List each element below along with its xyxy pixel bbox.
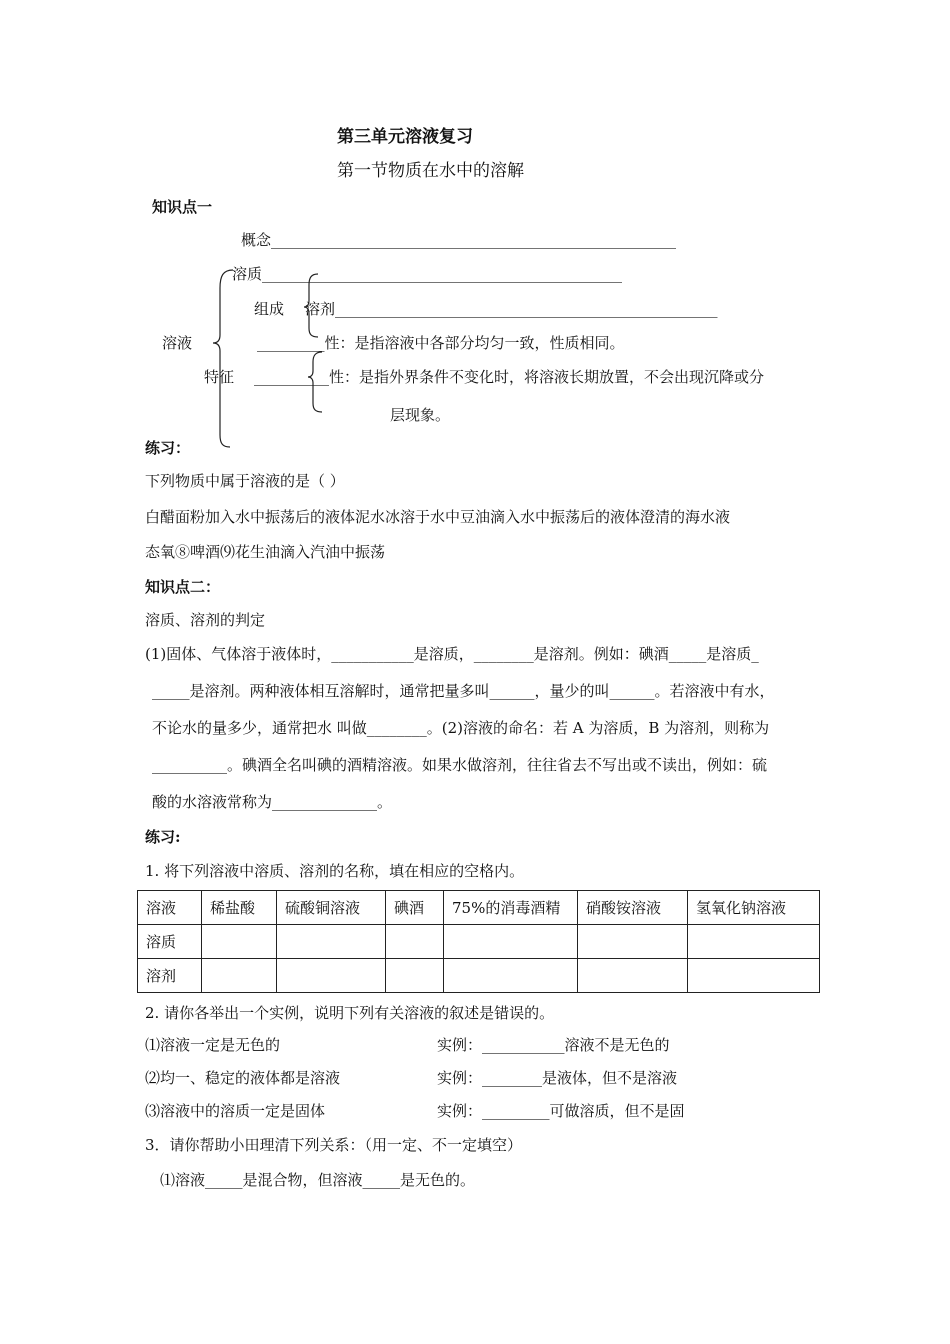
table-header-cell: 溶液 (138, 891, 202, 925)
kp2-paragraph-line3: 不论水的量多少，通常把水 叫做________。(2)溶液的命名：若 A 为溶质，B 为溶剂，则称为 (152, 719, 770, 737)
practice1-heading: 练习： (145, 439, 191, 457)
solute-solvent-table (137, 890, 820, 993)
practice1-options-line2: 态氧⑧啤酒⑼花生油滴入汽油中振荡 (145, 543, 386, 561)
table-header-cell: 氢氧化钠溶液 (688, 891, 820, 925)
solution-label: 溶液 (162, 334, 193, 352)
table-cell-blank[interactable] (578, 925, 688, 959)
characteristic-1: _________性：是指溶液中各部分均匀一致，性质相同。 (257, 334, 625, 352)
table-cell-blank[interactable] (386, 959, 444, 993)
outer-brace (213, 270, 233, 447)
q2-statement-3: ⑶溶液中的溶质一定是固体 (145, 1102, 326, 1120)
composition-brace (304, 274, 318, 337)
table-cell-blank[interactable] (202, 925, 277, 959)
table-row (138, 925, 820, 959)
q2-statement-2: ⑵均一、稳定的液体都是溶液 (145, 1069, 341, 1087)
kp2-paragraph-line1: (1)固体、气体溶于液体时，___________是溶质，________是溶剂。例如：碘酒_____是溶质_ (145, 645, 759, 663)
table-cell-blank[interactable] (444, 925, 578, 959)
practice2-heading: 练习: (145, 828, 181, 846)
table-header-cell: 硫酸铜溶液 (277, 891, 386, 925)
composition-label: 组成 (254, 300, 285, 318)
practice2-question2: 2. 请你各举出一个实例，说明下列有关溶液的叙述是错误的。 (145, 1004, 555, 1022)
q2-statement-1: ⑴溶液一定是无色的 (145, 1036, 281, 1054)
kp1-heading: 知识点一 (152, 198, 213, 216)
table-row-label: 溶剂 (138, 959, 202, 993)
feature-brace (308, 352, 322, 412)
table-header-cell: 碘酒 (386, 891, 444, 925)
table-cell-blank[interactable] (688, 925, 820, 959)
table-cell-blank[interactable] (444, 959, 578, 993)
concept-blank: 概念______________________________________________________ (241, 231, 677, 249)
table-header-cell: 75%的消毒酒精 (444, 891, 578, 925)
table-cell-blank[interactable] (277, 959, 386, 993)
table-cell-blank[interactable] (578, 959, 688, 993)
q2-example-1: 实例：___________溶液不是无色的 (437, 1036, 670, 1054)
kp2-heading: 知识点二： (145, 578, 221, 596)
table-row (138, 959, 820, 993)
page-title: 第三单元溶液复习 (337, 127, 473, 147)
solvent-blank: 溶剂___________________________________________________ (305, 300, 718, 318)
practice2-question1: 1. 将下列溶液中溶质、溶剂的名称，填在相应的空格内。 (145, 862, 525, 880)
kp2-paragraph-line2: _____是溶剂。两种液体相互溶解时，通常把量多叫______，量少的叫______。若溶液中有水， (152, 682, 775, 700)
table-cell-blank[interactable] (386, 925, 444, 959)
table-header-cell: 稀盐酸 (202, 891, 277, 925)
kp2-paragraph-line4: __________。碘酒全名叫碘的酒精溶液。如果水做溶剂，往往省去不写出或不读出，例如：硫 (152, 756, 768, 774)
practice2-question3: 3．请你帮助小田理清下列关系：（用一定、不一定填空） (145, 1136, 523, 1154)
feature-label: 特征 (204, 368, 235, 386)
table-row-label: 溶质 (138, 925, 202, 959)
characteristic-2: __________性：是指外界条件不变化时，将溶液长期放置，不会出现沉降或分 (254, 368, 765, 386)
practice1-question: 下列物质中属于溶液的是（ ） (145, 472, 345, 490)
table-cell-blank[interactable] (202, 959, 277, 993)
table-cell-blank[interactable] (277, 925, 386, 959)
q2-example-2: 实例：________是液体，但不是溶液 (437, 1069, 678, 1087)
kp2-paragraph-line5: 酸的水溶液常称为______________。 (152, 793, 393, 811)
q2-example-3: 实例：_________可做溶质，但不是固 (437, 1102, 685, 1120)
table-cell-blank[interactable] (688, 959, 820, 993)
table-header-cell: 硝酸铵溶液 (578, 891, 688, 925)
solute-blank: 溶质________________________________________________ (232, 265, 623, 283)
kp2-subheading: 溶质、溶剂的判定 (145, 611, 266, 629)
practice1-options-line1: 白醋面粉加入水中振荡后的液体泥水冰溶于水中豆油滴入水中振荡后的液体澄清的海水液 (145, 508, 731, 526)
characteristic-2-continued: 层现象。 (390, 406, 451, 424)
page-subtitle: 第一节物质在水中的溶解 (337, 161, 524, 181)
table-header-row (138, 891, 820, 925)
q3-item-1: ⑴溶液_____是混合物，但溶液_____是无色的。 (160, 1171, 476, 1189)
